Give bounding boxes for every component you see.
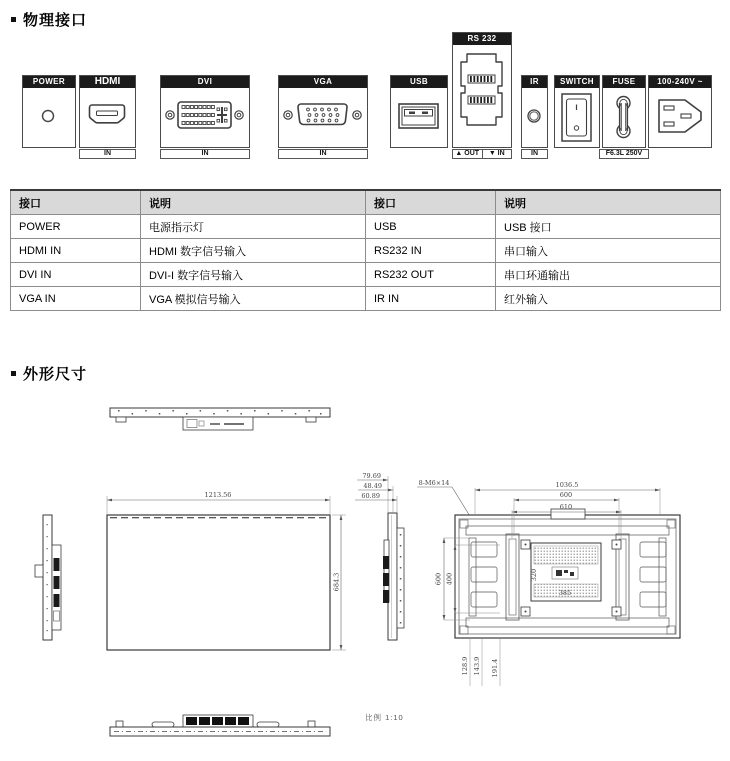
hdmi-panel-label: HDMI <box>80 76 135 88</box>
section-title-text: 外形尺寸 <box>23 366 88 383</box>
cell-desc: 串口环通输出 <box>496 263 721 287</box>
rs232-jack-icon <box>453 45 510 146</box>
dim-offset-b: 143.9 <box>473 656 481 676</box>
ir-receiver-icon <box>522 88 546 146</box>
dim-box-width: 385 <box>558 589 572 597</box>
col-header: 说明 <box>496 190 721 215</box>
dim-left-inner: 400 <box>445 572 454 586</box>
vga-in-text: IN <box>319 150 327 157</box>
section-title-text: 物理接口 <box>23 12 88 29</box>
cell-port: RS232 IN <box>366 239 496 263</box>
bullet-icon <box>11 371 16 376</box>
cell-desc: HDMI 数字信号输入 <box>141 239 366 263</box>
dim-vesa-width: 600 <box>559 491 573 499</box>
vga-panel-label: VGA <box>279 76 367 88</box>
cell-desc: DVI-I 数字信号输入 <box>141 263 366 287</box>
rs232-panel-label: RS 232 <box>453 33 511 45</box>
fuse-panel-label: FUSE <box>603 76 645 88</box>
dvi-panel-body <box>161 88 249 147</box>
dimension-drawings <box>0 388 730 761</box>
table-header-row <box>11 190 721 215</box>
dim-bracket-width: 610 <box>559 503 573 511</box>
col-header: 说明 <box>141 190 366 215</box>
hdmi-in-label <box>79 149 136 159</box>
left-side-view <box>35 515 61 640</box>
ir-in-label <box>521 149 548 159</box>
ac-inlet-panel-label: 100-240V ~ <box>649 76 711 88</box>
dvi-panel <box>160 75 250 148</box>
power-panel <box>22 75 76 148</box>
rs232-panel <box>452 32 512 148</box>
dvi-panel-label: DVI <box>161 76 249 88</box>
table-row <box>11 263 721 287</box>
rs232-panel-body <box>453 45 511 147</box>
rs232-out-text: ▲ OUT <box>455 150 480 157</box>
power-led-icon <box>23 88 74 146</box>
cell-desc: 红外输入 <box>496 287 721 311</box>
switch-panel-label: SWITCH <box>555 76 599 88</box>
table-row <box>11 287 721 311</box>
dim-mount-holes: 8-M6×14 <box>418 479 450 487</box>
dvi-in-label <box>160 149 250 159</box>
table-row <box>11 239 721 263</box>
cell-desc: 电源指示灯 <box>141 215 366 239</box>
usb-panel <box>390 75 448 148</box>
table-row <box>11 215 721 239</box>
cell-desc: 串口输入 <box>496 239 721 263</box>
dim-box-height: 320 <box>530 568 538 582</box>
power-panel-label: POWER <box>23 76 75 88</box>
fuse-panel-body <box>603 88 645 147</box>
cell-desc: USB 接口 <box>496 215 721 239</box>
port-table <box>10 189 721 311</box>
dim-front-height: 684.3 <box>332 572 341 592</box>
cell-port: HDMI IN <box>11 239 141 263</box>
ir-panel <box>521 75 548 148</box>
dim-rear-width: 1036.5 <box>555 481 579 489</box>
fuse-panel <box>602 75 646 148</box>
rear-view <box>435 481 681 686</box>
ac-inlet-panel-body <box>649 88 711 147</box>
hdmi-panel <box>79 75 136 148</box>
section-title-dimensions <box>11 363 87 384</box>
cell-port: IR IN <box>366 287 496 311</box>
hdmi-in-text: IN <box>104 150 111 157</box>
rocker-switch-icon <box>555 88 598 146</box>
usb-port-icon <box>391 88 446 146</box>
fuse-icon <box>603 88 644 146</box>
dim-depth-a: 79.69 <box>362 472 381 480</box>
dim-offset-a: 128.9 <box>461 656 469 676</box>
usb-panel-body <box>391 88 447 147</box>
hdmi-panel-body <box>80 88 135 147</box>
cell-port: USB <box>366 215 496 239</box>
dvi-port-icon <box>161 88 248 146</box>
bottom-view <box>110 715 330 736</box>
usb-panel-label: USB <box>391 76 447 88</box>
cell-port: RS232 OUT <box>366 263 496 287</box>
cell-port: VGA IN <box>11 287 141 311</box>
rs232-direction-label <box>452 149 512 159</box>
ir-in-text: IN <box>531 150 538 157</box>
ir-panel-body <box>522 88 547 147</box>
rs232-in-text: ▼ IN <box>482 150 512 158</box>
dim-offset-c: 191.4 <box>491 658 499 678</box>
col-header: 接口 <box>366 190 496 215</box>
cell-desc: VGA 模拟信号输入 <box>141 287 366 311</box>
fuse-rating-label <box>599 149 649 159</box>
front-view <box>107 491 346 650</box>
dim-depth-b: 48.49 <box>363 482 382 490</box>
ir-panel-label: IR <box>522 76 547 88</box>
section-title-physical-ports <box>11 9 87 30</box>
scale-label: 比例 1:10 <box>365 713 404 722</box>
vga-in-label <box>278 149 368 159</box>
hdmi-port-icon <box>80 88 134 146</box>
dimension-drawings-svg <box>0 388 730 761</box>
ac-inlet-icon <box>649 88 710 146</box>
top-view <box>110 408 330 430</box>
power-panel-body <box>23 88 75 147</box>
dim-front-width: 1213.56 <box>204 491 232 499</box>
switch-panel-body <box>555 88 599 147</box>
switch-panel <box>554 75 600 148</box>
bullet-icon <box>11 17 16 22</box>
vga-panel-body <box>279 88 367 147</box>
fuse-rating-text: F6.3L 250V <box>605 150 643 157</box>
cell-port: POWER <box>11 215 141 239</box>
dvi-in-text: IN <box>201 150 209 157</box>
middle-side-view <box>355 472 404 640</box>
col-header: 接口 <box>11 190 141 215</box>
vga-panel <box>278 75 368 148</box>
ac-inlet-panel <box>648 75 712 148</box>
cell-port: DVI IN <box>11 263 141 287</box>
dim-depth-c: 60.89 <box>361 492 380 500</box>
vga-port-icon <box>279 88 366 146</box>
dim-left-outer: 600 <box>434 572 443 586</box>
